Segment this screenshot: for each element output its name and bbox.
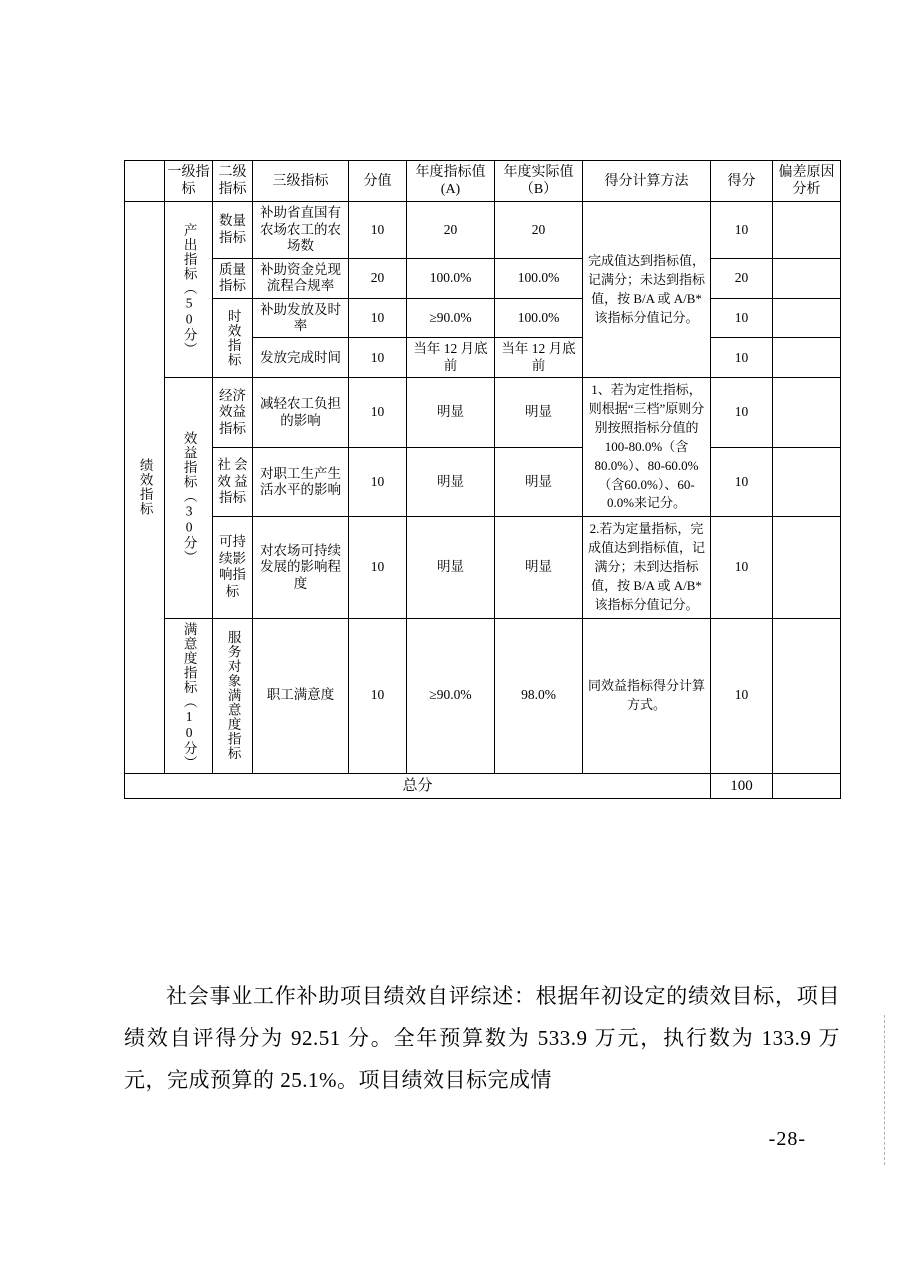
got-cell: 10 <box>711 517 773 618</box>
level3-cell: 对职工生产生活水平的影响 <box>253 447 349 516</box>
deviation-cell <box>773 447 841 516</box>
deviation-cell <box>773 298 841 338</box>
actual-cell: 20 <box>495 202 583 258</box>
score-cell: 10 <box>349 618 407 773</box>
method-cell-qualitative: 1、若为定性指标，则根据“三档”原则分别按照指标分值的100-80.0%（含80.0%）、80-60.0%（含60.0%）、60-0.0%来记分。 <box>583 378 711 517</box>
score-cell: 10 <box>349 338 407 378</box>
level2-cell-timeliness <box>213 298 253 378</box>
deviation-cell <box>773 517 841 618</box>
level2-cell-service-object <box>213 618 253 773</box>
level3-cell: 对农场可持续发展的影响程度 <box>253 517 349 618</box>
got-cell: 10 <box>711 378 773 447</box>
score-cell: 10 <box>349 517 407 618</box>
level2-cell-sustainable: 可持续影响指标 <box>213 517 253 618</box>
got-cell: 10 <box>711 298 773 338</box>
target-cell: 100.0% <box>407 258 495 298</box>
header-level1: 一级指标 <box>165 161 213 202</box>
target-cell: ≥90.0% <box>407 618 495 773</box>
got-cell: 10 <box>711 338 773 378</box>
root-label-cell <box>125 202 165 773</box>
target-cell: 明显 <box>407 517 495 618</box>
score-cell: 10 <box>349 378 407 447</box>
score-cell: 20 <box>349 258 407 298</box>
level2-cell-social: 社 会 效 益 指标 <box>213 447 253 516</box>
table-row <box>125 618 841 773</box>
level3-cell: 减轻农工负担的影响 <box>253 378 349 447</box>
level1-cell-output <box>165 202 213 378</box>
actual-cell: 明显 <box>495 517 583 618</box>
method-cell-satisfaction: 同效益指标得分计算方式。 <box>583 618 711 773</box>
level2-cell-quantity: 数量指标 <box>213 202 253 258</box>
actual-cell: 明显 <box>495 378 583 447</box>
actual-cell: 100.0% <box>495 298 583 338</box>
score-cell: 10 <box>349 298 407 338</box>
level1-label-satisfaction: 满意度指标（10分） <box>181 621 197 770</box>
deviation-cell <box>773 378 841 447</box>
level3-cell: 补助发放及时率 <box>253 298 349 338</box>
deviation-cell <box>773 202 841 258</box>
table-row <box>125 378 841 447</box>
got-cell: 10 <box>711 618 773 773</box>
deviation-cell <box>773 338 841 378</box>
performance-table <box>124 160 841 799</box>
level1-label-output: 产出指标（50分） <box>181 223 197 357</box>
table-header-row <box>125 161 841 202</box>
margin-dashed-line <box>884 1015 885 1165</box>
table-row <box>125 202 841 258</box>
method-cell-quantitative: 2.若为定量指标，完成值达到指标值，记满分；未到达指标值，按 B/A 或 A/B*该指标分值记分。 <box>583 517 711 618</box>
header-actual: 年度实际值（B） <box>495 161 583 202</box>
method-cell-output: 完成值达到指标值，记满分；未达到指标值，按 B/A 或 A/B*该指标分值记分。 <box>583 202 711 378</box>
level2-cell-quality: 质量指标 <box>213 258 253 298</box>
target-cell: 当年 12 月底前 <box>407 338 495 378</box>
level1-cell-benefit <box>165 378 213 618</box>
level2-label-service-object: 服务对象满意度指标 <box>225 630 241 761</box>
target-cell: 20 <box>407 202 495 258</box>
level3-cell: 补助省直国有农场农工的农场数 <box>253 202 349 258</box>
target-cell: 明显 <box>407 447 495 516</box>
table-row <box>125 298 841 338</box>
score-cell: 10 <box>349 447 407 516</box>
header-got: 得分 <box>711 161 773 202</box>
actual-cell: 100.0% <box>495 258 583 298</box>
level3-cell: 补助资金兑现流程合规率 <box>253 258 349 298</box>
total-value: 100 <box>711 773 773 798</box>
level1-cell-satisfaction <box>165 618 213 773</box>
header-spacer <box>125 161 165 202</box>
level2-cell-economic: 经济效益指标 <box>213 378 253 447</box>
root-label: 绩效指标 <box>137 458 153 517</box>
actual-cell: 98.0% <box>495 618 583 773</box>
deviation-cell <box>773 618 841 773</box>
score-cell: 10 <box>349 202 407 258</box>
header-method: 得分计算方法 <box>583 161 711 202</box>
level2-label-timeliness: 时效指标 <box>225 308 241 367</box>
table-row <box>125 517 841 618</box>
header-deviation: 偏差原因分析 <box>773 161 841 202</box>
actual-cell: 当年 12 月底前 <box>495 338 583 378</box>
table-row <box>125 258 841 298</box>
page-number: -28- <box>768 1128 806 1150</box>
summary-paragraph: 社会事业工作补助项目绩效自评综述：根据年初设定的绩效目标，项目绩效自评得分为 92.51 分。全年预算数为 533.9 万元，执行数为 133.9 万元，完成预算的 25.1%。项目绩效目标完成情 <box>124 984 840 1092</box>
target-cell: ≥90.0% <box>407 298 495 338</box>
target-cell: 明显 <box>407 378 495 447</box>
total-deviation <box>773 773 841 798</box>
actual-cell: 明显 <box>495 447 583 516</box>
table-row <box>125 447 841 516</box>
header-level2: 二级指标 <box>213 161 253 202</box>
header-score: 分值 <box>349 161 407 202</box>
performance-table-wrapper <box>124 160 840 799</box>
total-label: 总分 <box>125 773 711 798</box>
level3-cell: 发放完成时间 <box>253 338 349 378</box>
header-level3: 三级指标 <box>253 161 349 202</box>
level3-cell: 职工满意度 <box>253 618 349 773</box>
got-cell: 20 <box>711 258 773 298</box>
table-total-row <box>125 773 841 798</box>
got-cell: 10 <box>711 202 773 258</box>
deviation-cell <box>773 258 841 298</box>
got-cell: 10 <box>711 447 773 516</box>
level1-label-benefit: 效益指标（30分） <box>181 431 197 565</box>
header-target: 年度指标值(A) <box>407 161 495 202</box>
